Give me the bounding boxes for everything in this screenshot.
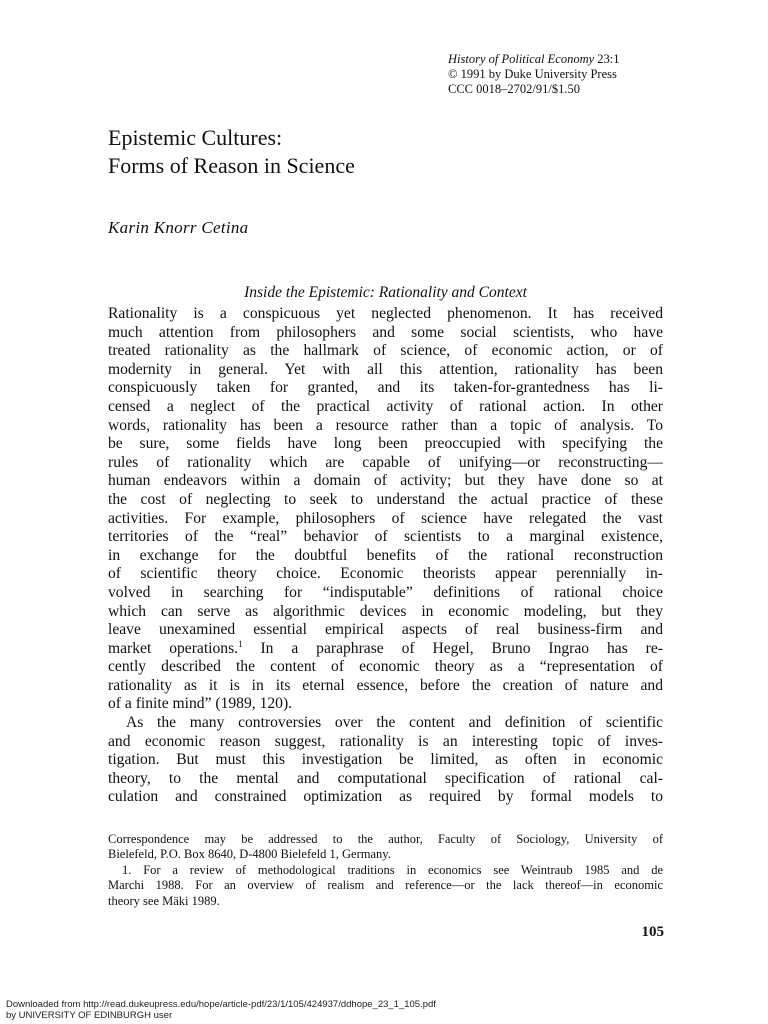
page-number: 105 [641,924,664,940]
journal-name: History of Political Economy [448,52,595,66]
body-line: Rationality is a conspicuous yet neglected phenomenon. It has received [108,305,663,322]
journal-name-line [448,52,698,67]
body-line: territories of the “real” behavior of scientists to a marginal existence, [108,528,663,546]
journal-issue: 23:1 [597,52,620,66]
body-line: volved in searching for “indisputable” definitions of rational choice [108,583,663,601]
body-line: the cost of neglecting to seek to understand the actual practice of these [108,490,663,508]
download-user: by UNIVERSITY OF EDINBURGH user [6,1009,173,1021]
body-line: and economic reason suggest, rationality is an interesting topic of inves- [108,732,663,750]
article-author: Karin Knorr Cetina [108,218,249,237]
journal-ccc: CCC 0018–2702/91/$1.50 [448,82,580,96]
body-line: words, rationality has been a resource rather than a topic of analysis. To [108,416,663,434]
body-line: As the many controversies over the content and definition of scientific [126,714,663,732]
article-title [108,124,668,180]
correspondence-note: Bielefeld, P.O. Box 8640, D-4800 Bielefeld 1, Germany. [108,847,391,862]
body-line: be sure, some fields have long been preoccupied with specifying the [108,435,663,453]
body-line: rationality as it is in its eternal essence, before the creation of nature and [108,676,663,694]
body-line: censed a neglect of the practical activity of rational action. In other [108,397,663,415]
body-line: rules of rationality which are capable of unifying—or reconstructing— [108,453,663,471]
article-title-line-1: Epistemic Cultures: [108,125,283,150]
footnote-1: theory see Mäki 1989. [108,893,220,908]
body-line: theory, to the mental and computational specification of rational cal- [108,769,663,787]
body-line: which can serve as algorithmic devices in economic modeling, but they [108,602,663,620]
journal-citation [448,52,698,97]
download-url[interactable]: Downloaded from http://read.dukeupress.edu/hope/article-pdf/23/1/105/424937/ddhope_23_1_105.pdf [6,999,436,1010]
correspondence-note: Correspondence may be addressed to the author, Faculty of Sociology, University of [108,832,663,846]
body-line: cently described the content of economic theory as a “representation of [108,658,663,676]
body-line: treated rationality as the hallmark of science, of economic action, or of [108,342,663,360]
body-line: human endeavors within a domain of activity; but they have done so at [108,472,663,490]
body-line: activities. For example, philosophers of science have relegated the vast [108,509,663,527]
body-line: of a finite mind” (1989, 120). [108,695,293,713]
body-line: culation and constrained optimization as required by formal models to [108,788,663,806]
journal-copyright: © 1991 by Duke University Press [448,67,617,81]
body-text [108,305,663,807]
footnote-reference[interactable]: 1 [238,639,243,649]
body-line: leave unexamined essential empirical aspects of real business-firm and [108,621,663,639]
body-line: much attention from philosophers and some social scientists, who have [108,323,663,341]
body-line: in exchange for the doubtful benefits of the rational reconstruction [108,546,663,564]
body-line-with-footnote [108,640,663,659]
body-line: of scientific theory choice. Economic theorists appear perennially in- [108,565,663,583]
section-heading: Inside the Epistemic: Rationality and Context [244,284,527,301]
body-line: modernity in general. Yet with all this attention, rationality has been [108,360,663,378]
download-notice [6,1000,436,1021]
body-line: tigation. But must this investigation be limited, as often in economic [108,751,663,769]
body-line-segment: market operations. [108,639,239,657]
article-title-line-2: Forms of Reason in Science [108,153,355,178]
body-line-segment: In a paraphrase of Hegel, Bruno Ingrao has re- [242,639,663,657]
body-line: conspicuously taken for granted, and its taken-for-grantedness has li- [108,379,663,397]
footnotes [108,832,663,909]
footnote-1: 1. For a review of methodological traditions in economics see Weintraub 1985 and de [122,862,663,877]
footnote-1: Marchi 1988. For an overview of realism and reference—or the lack thereof—in economic [108,878,663,893]
